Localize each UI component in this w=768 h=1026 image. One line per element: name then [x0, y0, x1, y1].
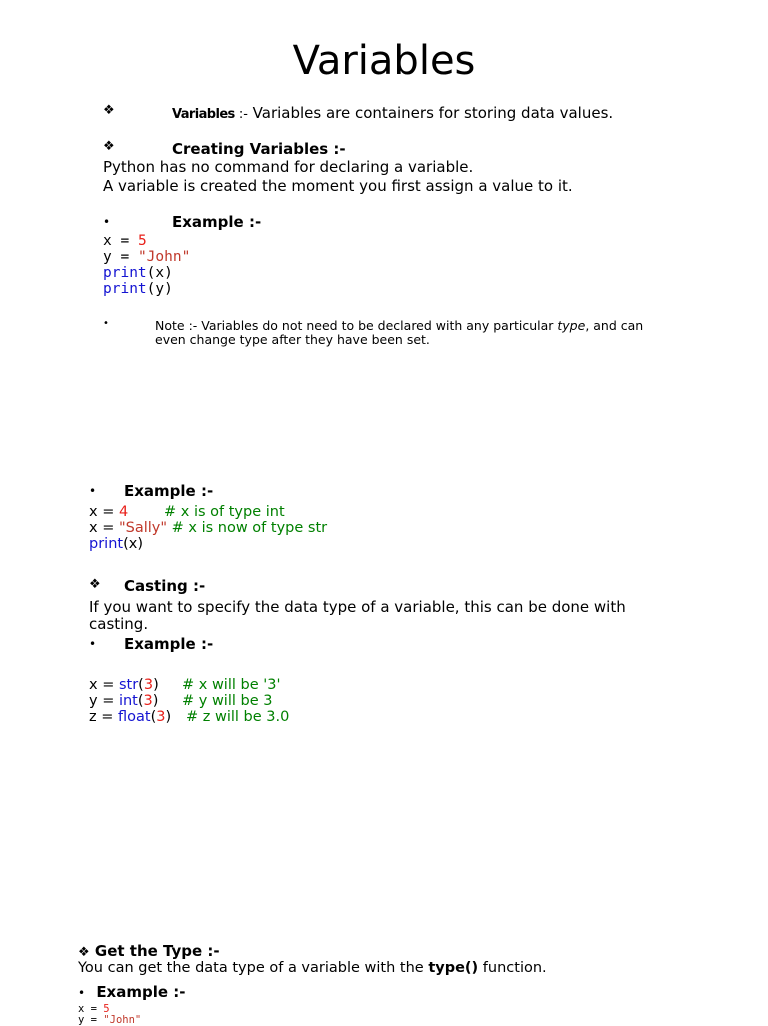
- code-string: "John": [137, 249, 191, 265]
- example2-heading: Example :-: [124, 482, 214, 500]
- code-paren: (: [150, 709, 157, 725]
- creating-line-2: A variable is created the moment you first assign a value to it.: [103, 177, 573, 195]
- dot-bullet-icon: •: [103, 215, 111, 229]
- code-args: (x): [146, 265, 173, 281]
- code-string: "John": [103, 1014, 142, 1026]
- casting-line-2: casting.: [89, 615, 149, 633]
- gettype-line: [78, 960, 547, 976]
- casting-heading: Casting :-: [124, 577, 206, 595]
- code-number: 3: [143, 693, 153, 709]
- code-number: 4: [118, 504, 129, 520]
- code-paren: ): [165, 709, 172, 725]
- code-comment: # x is of type int: [164, 504, 285, 520]
- code-line: [89, 520, 327, 536]
- dot-bullet-icon: •: [89, 637, 97, 651]
- gettype-text: You can get the data type of a variable with the: [78, 960, 429, 976]
- diamond-bullet-icon: ❖: [89, 577, 101, 592]
- note-italic: type: [557, 318, 586, 333]
- note-line-1: [155, 318, 643, 333]
- code-op: =: [111, 249, 138, 265]
- code-line: [89, 709, 171, 725]
- note-text: Note :- Variables do not need to be declared with any particular: [155, 318, 558, 333]
- code-paren: ): [153, 677, 159, 693]
- code-number: 5: [103, 1003, 110, 1015]
- code-number: 5: [137, 233, 147, 249]
- code-function: print: [89, 536, 124, 552]
- code-comment: # x will be '3': [182, 677, 281, 693]
- creating-line-1: Python has no command for declaring a variable.: [103, 158, 474, 176]
- gettype-bold: type(): [428, 960, 479, 976]
- code-line: [103, 265, 173, 281]
- note-text-end: , and can: [585, 318, 644, 333]
- code-paren: (: [137, 693, 144, 709]
- casting-example-heading: Example :-: [124, 635, 214, 653]
- code-var: x =: [89, 520, 119, 536]
- code-var: y: [103, 249, 112, 265]
- dot-bullet-icon: •: [78, 986, 86, 1000]
- code-var: x: [78, 1003, 85, 1015]
- code-line: [103, 249, 190, 265]
- code-function: print: [103, 281, 147, 297]
- intro-sep: :-: [234, 107, 248, 122]
- code-comment: # x is now of type str: [167, 520, 328, 536]
- code-comment: # z will be 3.0: [186, 709, 290, 725]
- code-args: (x): [123, 536, 143, 552]
- code-var: x: [103, 233, 112, 249]
- gettype-example-heading: Example :-: [96, 983, 186, 1001]
- gettype-heading-line: [78, 942, 220, 960]
- note-line-2: even change type after they have been set.: [155, 332, 430, 347]
- code-line: [89, 536, 143, 552]
- diamond-bullet-icon: ❖: [103, 103, 115, 118]
- gettype-heading: Get the Type :-: [94, 942, 220, 960]
- diamond-bullet-icon: ❖: [103, 139, 115, 154]
- code-line: [89, 677, 159, 693]
- code-line: [103, 281, 173, 297]
- code-paren: (: [138, 677, 144, 693]
- code-function: int: [118, 693, 138, 709]
- code-comment: # y will be 3: [182, 693, 273, 709]
- code-line: [89, 504, 128, 520]
- gettype-text-end: function.: [478, 960, 547, 976]
- example1-heading: Example :-: [172, 213, 262, 231]
- diamond-bullet-icon: ❖: [78, 945, 90, 960]
- casting-line-1: If you want to specify the data type of a variable, this can be done with: [89, 598, 626, 616]
- code-function: print: [103, 265, 147, 281]
- code-string: "Sally": [118, 520, 168, 536]
- creating-heading: Creating Variables :-: [172, 140, 346, 158]
- dot-bullet-icon: •: [89, 484, 97, 498]
- code-var: y: [78, 1014, 85, 1026]
- code-function: str: [118, 677, 139, 693]
- intro-rest: Variables are containers for storing data values.: [247, 104, 614, 122]
- code-var: z =: [89, 709, 118, 725]
- code-line: [103, 233, 147, 249]
- code-function: float: [117, 709, 151, 725]
- code-paren: ): [152, 693, 159, 709]
- code-op: =: [111, 233, 138, 249]
- page-title: Variables: [292, 38, 476, 84]
- code-var: y =: [89, 693, 119, 709]
- code-line: [78, 1015, 141, 1026]
- code-op: =: [84, 1003, 104, 1015]
- code-var: x =: [89, 677, 119, 693]
- intro-line: [172, 104, 613, 122]
- code-number: 3: [143, 677, 154, 693]
- intro-term: Variables: [172, 107, 235, 122]
- code-args: (y): [146, 281, 173, 297]
- code-op: =: [84, 1014, 104, 1026]
- gettype-example-line: [78, 983, 186, 1001]
- code-var: x =: [89, 504, 119, 520]
- code-line: [89, 693, 158, 709]
- code-number: 3: [156, 709, 166, 725]
- dot-bullet-icon: •: [103, 318, 109, 329]
